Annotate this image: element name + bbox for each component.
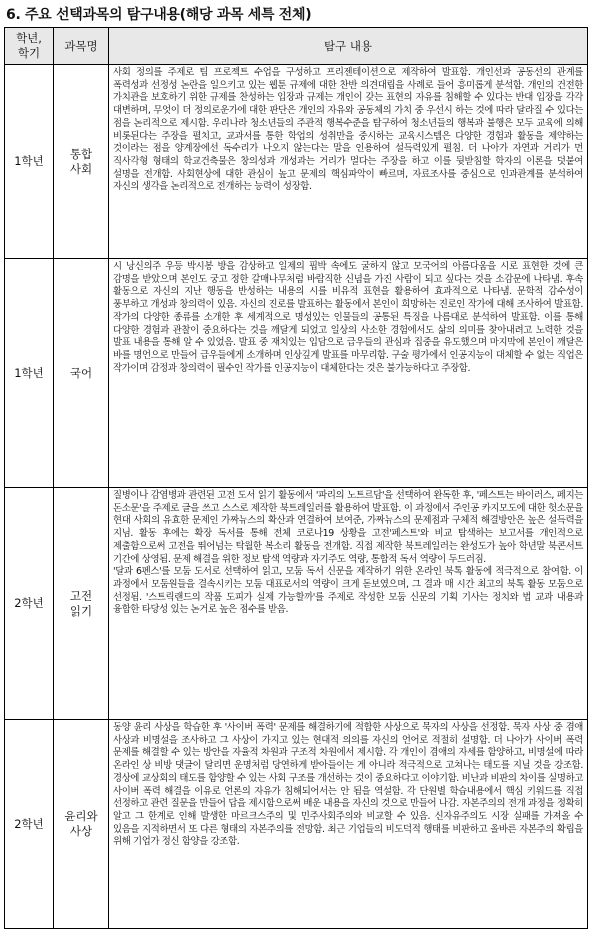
inquiry-table (4, 27, 588, 929)
subject-cell (54, 488, 109, 720)
subject-line: 읽기 (69, 603, 93, 618)
table-row (5, 259, 588, 488)
table-header-row (5, 28, 588, 65)
content-cell (109, 65, 588, 259)
table-row (5, 65, 588, 259)
header-subject: 과목명 (54, 28, 109, 65)
header-grade-line1: 학년, (16, 31, 42, 45)
subject-cell (54, 65, 109, 259)
subject-line: 통합 (69, 146, 93, 161)
grade-cell: 2학년 (5, 488, 54, 720)
content-cell (109, 720, 588, 929)
table-row (5, 720, 588, 929)
grade-cell: 1학년 (5, 259, 54, 488)
content-cell (109, 259, 588, 488)
subject-line: 고전 (69, 588, 93, 603)
subject-line: 사회 (69, 161, 93, 176)
header-grade-line2: 학기 (17, 46, 41, 60)
subject-line: 윤리와 (64, 809, 98, 823)
grade-cell: 1학년 (5, 65, 54, 259)
content-cell (109, 488, 588, 720)
content-paragraph: 질병이나 감염병과 관련된 고전 도서 읽기 활동에서 '파리의 노트르담'을 선택하여 완독한 후, '페스트는 바이러스, 페지는 돈소문'을 주제로 글을 쓰고 스스로 제작한 북트레일러를 활용하여 발표함. 이 과정에서 주인공 카지모도에 대한 헛소문을 현대 사회의 유효한 문제인 가짜뉴스의 확산과 연결하여 보여준, 가짜뉴스의 문제점과 구체적 해결방안은 높은 설득력을 지님. 활동 후에는 확장 독서를 통해 전체 코로나19 상황을 고전'페스트'와 비교 탐색하는 보고서를 개인적으로 제출함으로써 고전을 뛰어넘는 탁월한 복소리 활동을 전개함. 직접 제작한 북트레일러는 완성도가 높아 학년말 북콘서트 기간에 상영됨. 문제 해결을 위한 정보 탐색 역량과 자기주도 역량, 통합적 독서 역량이 두드러짐. (113, 490, 583, 565)
content-paragraph: 동양 윤리 사상을 학습한 후 '사이버 폭력' 문제를 해결하기에 적합한 사상으로 묵자의 사상을 선정함. 묵자 사상 중 겸애 사상과 비명설을 조사하고 그 사상이 가지고 있는 현대적 의의를 자신의 언어로 적절히 설명함. 더 나아가 사이버 폭력 문제를 해결할 수 있는 방안을 자율적 차원과 구조적 차원에서 제시함. 각 개인이 겸애의 자세를 함양하고, 비명설에 따라 온라인 상 비방 댓글이 달리면 운명처럼 당연하게 받아들이는 게 아니라 적극적으로 고쳐나는 태도를 지닐 것을 강조함. 경상에 교상회의 태도를 함양할 수 있는 사회 구조를 개선하는 것이 중요하다고 이야기함. 비난과 비판의 차이를 실명하고 사이버 폭력 해결을 이유로 언론의 자유가 침해되어서는 안 됨을 역설함. 각 단원별 학습내용에서 핵심 키워드를 직접 선정하고 관련 질문을 만들어 답을 제시함으로써 배운 내용을 자신의 것으로 만들어 나감. 자본주의의 전개 과정을 정확히 알고 그 한계로 인해 발생한 마르크스주의 및 민주사회주의와 비교할 수 있음. 신자유주의도 시장 실패를 가져올 수 있음을 지적하면서 또 다른 형태의 자본주의를 전망함. 최근 기업들의 비도덕적 행태를 비판하고 올바른 자본주의 확립을 위해 기업가 정신 함양을 강조함. (113, 722, 583, 848)
content-paragraph: 시 낭신의주 우등 박시봉 방을 감상하고 일제의 핍박 속에도 굴하지 않고 모국어의 아름다움을 시로 표현한 것에 큰 감명을 받았으며 본인도 궁고 정한 갈매나무처럼 바람직한 신념을 가진 사람이 되고 싶다는 것을 소감문에 나타냄. 후속 활동으로 자신의 지난 행동을 반성하는 내용의 시를 비유적 표현을 활용하여 효과적으로 나타냄. 문학적 감수성이 풍부하고 개성과 창의력이 있음. 자신의 진로를 발표하는 활동에서 본인이 희망하는 진로인 작가에 대해 조사하여 발표함. 작가의 다양한 종류를 소개한 후 세계적으로 명성있는 인물들의 공통된 특징을 나름대로 분석하여 발표함. 이를 통해 다양한 경험과 관찰이 중요하다는 것을 깨달게 되었고 일상의 사소한 경험에서도 삶의 의미를 찾아내려고 노력한 것을 발표 내용을 통해 알 수 있었음. 발표 중 재치있는 입담으로 급우들의 관심과 집중을 유도했으며 마지막에 본인이 깨달은 바를 명언으로 만들어 급우들에게 소개하며 인상깊게 발표를 마무리함. 구술 평가에서 인공지능이 대체할 수 없는 직업은 작가이며 감정과 창의력이 필수인 작가를 인공지능이 대체한다는 것은 불가능하다고 주장함. (113, 261, 583, 374)
content-paragraph: '달과 6펜스'를 모둠 도서로 선택하여 읽고, 모둠 독서 신문을 제작하기 위한 온라인 북톡 활동에 적극적으로 참여함. 이 과정에서 모둠원들을 결속시키는 모둠 대표로서의 역량이 크게 돋보였으며, 그 결과 매 시간 최고의 북톡 활동 모둠으로 선정됨. '스트릭랜드의 작품 도피가 실제 가능할까'를 주제로 작성한 모둠 신문의 기획 기사는 정치와 법 교과 내용과 융합한 타당성 있는 논거로 높은 점수를 받음. (113, 566, 583, 616)
header-content: 탐구 내용 (109, 28, 588, 65)
subject-cell (54, 259, 109, 488)
subject-line: 사상 (69, 824, 93, 838)
subject-cell (54, 720, 109, 929)
header-grade (5, 28, 54, 65)
table-row (5, 488, 588, 720)
page-title: 6. 주요 선택과목의 탐구내용(해당 과목 세특 전체) (6, 7, 312, 23)
content-paragraph: 사회 정의를 주제로 팀 프로젝트 수업을 구성하고 프리젠테이션으로 제작하여 발표함. 개인선과 공동선의 관계를 폭력성과 선정성 논란을 일으키고 있는 웹툰 규제에 대한 찬반 의견대립을 사례로 들어 흥미롭게 분석함. 개인의 건전한 가치관을 보호하기 위한 규제를 찬성하는 입장과 규제는 개인이 갖는 표현의 자유를 침해할 수 있다는 반대 입장을 각각 대변하며, 무엇이 더 정의로운가에 대한 판단은 개인의 자유와 공동체의 가치 중 우선시 하는 것에 따라 달라질 수 있다는 점을 논리적으로 제시함. 우리나라 청소년들의 주관적 행복수준을 탐구하여 청소년들의 행복과 불행은 모두 교육에 의해 비롯된다는 주장을 펼치고, 교과서를 통한 학업의 성취만을 중시하는 교육시스템은 다양한 경험과 활동을 제약하는 것이라는 점을 양계장에선 독수리가 나오지 않는다는 말을 인용하여 설득력있게 펼침. 더 나아가 자연과 거리가 먼 직사각형 형태의 학교건축물은 창의성과 개성과는 거리가 멀다는 주장을 하고 이를 뒷받침할 학자의 이론을 덧붙여 설명을 전개함. 사회현상에 대한 관심이 높고 문제의 핵심파악이 빠르며, 자료조사를 중심으로 인과관계를 분석하여 자신의 생각을 논리적으로 전개하는 능력이 성장함. (113, 67, 583, 193)
subject-line: 국어 (69, 365, 93, 380)
grade-cell: 2학년 (5, 720, 54, 929)
